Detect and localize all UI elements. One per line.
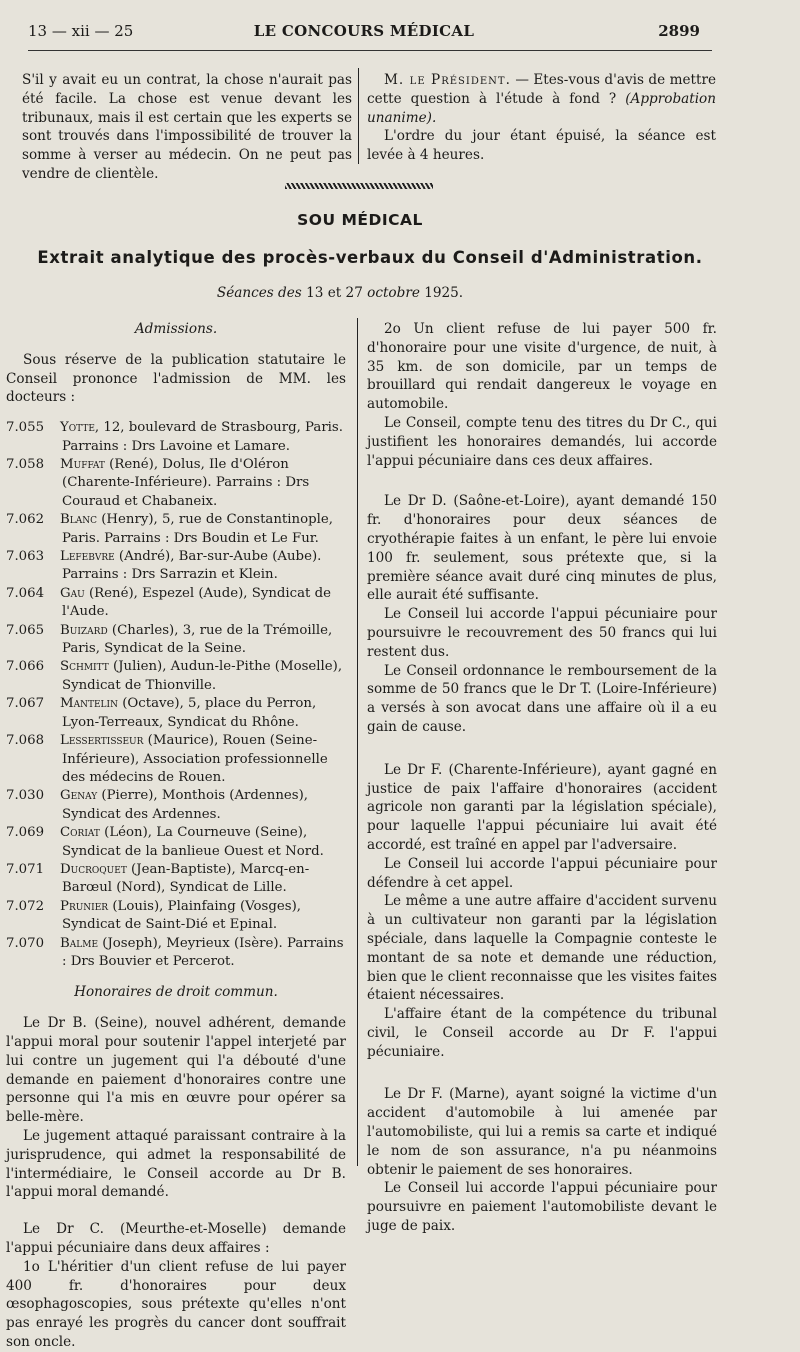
member-details: (Joseph), Meyrieux (Isère). Parrains : Drs Bouvier et Percerot. bbox=[62, 935, 344, 969]
member-entry bbox=[6, 585, 346, 622]
member-entry bbox=[6, 898, 346, 935]
case-paragraph: Le Conseil ordonnance le remboursement de la somme de 50 francs que le Dr T. (Loire-Inférieure) a versés à son avocat dans une affaire où il a eu gain de cause. bbox=[367, 662, 717, 735]
member-name: Mantelin bbox=[60, 696, 118, 712]
member-entry bbox=[6, 658, 346, 695]
member-number: 7.069 bbox=[6, 825, 45, 841]
member-name: Genay bbox=[60, 788, 98, 804]
member-details: (Léon), La Courneuve (Seine), Syndicat de la banlieue Ouest et Nord. bbox=[62, 825, 324, 859]
member-details: (Henry), 5, rue de Constantinople, Paris. Parrains : Drs Boudin et Le Fur. bbox=[62, 512, 333, 546]
member-details: (Charles), 3, rue de la Trémoille, Paris, Syndicat de la Seine. bbox=[62, 622, 333, 657]
right-column bbox=[367, 320, 717, 1236]
member-details: (Pierre), Monthois (Ardennes), Syndicat des Ardennes. bbox=[62, 788, 309, 822]
member-number: 7.064 bbox=[6, 585, 45, 601]
column-divider-top bbox=[358, 68, 359, 164]
member-entry bbox=[6, 622, 346, 659]
member-number: 7.066 bbox=[6, 659, 45, 675]
member-number: 7.065 bbox=[6, 622, 45, 638]
member-details: (Jean-Baptiste), Marcq-en-Barœul (Nord), Syndicat de Lille. bbox=[62, 861, 310, 896]
section-ornament bbox=[285, 183, 433, 189]
honoraires-heading: Honoraires de droit commun. bbox=[74, 984, 278, 1001]
member-details: (René), Dolus, Ile d'Oléron (Charente-Inférieure). Parrains : Drs Couraud et Chabaneix. bbox=[62, 457, 310, 509]
dates-month: octobre bbox=[367, 285, 420, 301]
member-name: Yotte bbox=[60, 420, 95, 436]
left-column bbox=[6, 318, 346, 1352]
member-details: (Octave), 5, place du Perron, Lyon-Terreaux, Syndicat du Rhône. bbox=[62, 696, 317, 730]
header-date: 13 — xii — 25 bbox=[28, 22, 134, 40]
member-details: (Maurice), Rouen (Seine-Inférieure), Association professionnelle des médecins de Rouen. bbox=[62, 733, 328, 785]
member-number: 7.058 bbox=[6, 457, 45, 472]
member-details: (André), Bar-sur-Aube (Aube). Parrains : Drs Sarrazin et Klein. bbox=[62, 549, 322, 583]
case-paragraph: Le Conseil lui accorde l'appui pécuniaire pour poursuivre en paiement l'automobiliste devant le juge de paix. bbox=[367, 1180, 717, 1235]
member-name: Blanc bbox=[60, 512, 98, 528]
running-header bbox=[28, 22, 700, 44]
member-number: 7.062 bbox=[6, 512, 45, 528]
member-entry bbox=[6, 548, 346, 585]
section-title: SOU MÉDICAL bbox=[297, 211, 423, 229]
member-details: (Louis), Plainfaing (Vosges), Syndicat de Saint-Dié et Epinal. bbox=[62, 898, 301, 933]
honoraires-paragraph: 1o L'héritier d'un client refuse de lui payer 400 fr. d'honoraires pour deux œsophagoscopies, sous prétexte qu'elles n'ont pas enrayé les progrès du cancer dont souffrait son oncle. bbox=[6, 1258, 346, 1350]
president-text: — Etes-vous d'avis de mettre cette question à l'étude à fond ? bbox=[367, 72, 716, 107]
dates-year: 1925. bbox=[419, 285, 464, 301]
member-name: Lefebvre bbox=[60, 549, 115, 565]
member-number: 7.070 bbox=[6, 935, 45, 951]
member-details: (René), Espezel (Aude), Syndicat de l'Aude. bbox=[62, 585, 332, 620]
member-entry bbox=[6, 787, 346, 824]
member-entry bbox=[6, 695, 346, 732]
member-number: 7.030 bbox=[6, 788, 45, 804]
honoraires-paragraph: Le jugement attaqué paraissant contraire à la jurisprudence, qui admet la responsabilité de l'intermédiaire, le Conseil accorde au Dr B. l'appui moral demandé. bbox=[6, 1127, 346, 1201]
case-paragraph: Le Conseil lui accorde l'appui pécuniaire pour défendre à cet appel. bbox=[367, 855, 717, 891]
admissions-list bbox=[6, 419, 346, 971]
session-dates bbox=[0, 285, 680, 301]
top-left-paragraph bbox=[22, 71, 352, 184]
member-name: Muffat bbox=[60, 457, 105, 472]
top-right-paragraphs bbox=[367, 71, 716, 165]
case-paragraph: Le Dr F. (Marne), ayant soigné la victime d'un accident d'automobile à lui amenée par l'automobiliste, qui lui a remis sa carte et indiqué le nom de son assurance, n'a pu néanmoins obtenir le paiement de ses honoraires. bbox=[367, 1086, 717, 1178]
case-paragraph: Le Dr D. (Saône-et-Loire), ayant demandé 150 fr. d'honoraires pour deux séances de cryothérapie faites à un enfant, le père lui envoie 100 fr. seulement, sous prétexte que, si la première séance avait duré cinq minutes de plus, elle aurait été suffisante. bbox=[367, 493, 717, 604]
dates-prefix: Séances des bbox=[216, 285, 302, 301]
header-page-number: 2899 bbox=[658, 22, 700, 40]
member-number: 7.063 bbox=[6, 549, 45, 565]
member-entry bbox=[6, 861, 346, 898]
member-number: 7.068 bbox=[6, 733, 45, 749]
honoraires-paragraph: Le Dr B. (Seine), nouvel adhérent, demande l'appui moral pour soutenir l'appel interjeté par lui contre un jugement qui l'a débouté d'une demande en paiement d'honoraires contre une personne qui l'a mis en œuvre pour opérer sa belle-mère. bbox=[6, 1015, 346, 1126]
member-name: Balme bbox=[60, 935, 99, 951]
member-details: , 12, boulevard de Strasbourg, Paris. Parrains : Drs Lavoine et Lamare. bbox=[62, 420, 343, 454]
closing-note: L'ordre du jour étant épuisé, la séance est levée à 4 heures. bbox=[367, 128, 716, 164]
member-entry bbox=[6, 935, 346, 972]
member-entry bbox=[6, 456, 346, 511]
member-name: Coriat bbox=[60, 825, 100, 841]
case-paragraph: L'affaire étant de la compétence du tribunal civil, le Conseil accorde au Dr F. l'appui pécuniaire. bbox=[367, 1006, 717, 1060]
member-details: (Julien), Audun-le-Pithe (Moselle), Syndicat de Thionville. bbox=[62, 659, 343, 693]
president-question bbox=[367, 71, 716, 127]
member-name: Schmitt bbox=[60, 659, 109, 675]
case-paragraph: Le Dr F. (Charente-Inférieure), ayant gagné en justice de paix l'affaire d'honoraires (accident agricole non garanti par la législation spéciale), pour laquelle l'appui pécuniaire lui avait été accordé, est traîné en appel par l'adversaire. bbox=[367, 761, 717, 853]
case-paragraph: Le Conseil lui accorde l'appui pécuniaire pour poursuivre le recouvrement des 50 francs qui lui restent dus. bbox=[367, 606, 717, 660]
dates-value: 13 et 27 bbox=[301, 285, 368, 301]
admissions-heading: Admissions. bbox=[134, 321, 218, 337]
header-journal-title: LE CONCOURS MÉDICAL bbox=[253, 22, 475, 40]
member-entry bbox=[6, 419, 346, 456]
case-paragraph: 2o Un client refuse de lui payer 500 fr. d'honoraire pour une visite d'urgence, de nuit, à 35 km. de son domicile, par un temps de brouillard qui rendait dangereux le voyage en automobile. bbox=[367, 321, 717, 413]
member-number: 7.071 bbox=[6, 861, 45, 877]
member-name: Prunier bbox=[60, 898, 109, 914]
member-number: 7.067 bbox=[6, 696, 45, 712]
member-name: Buizard bbox=[60, 622, 108, 638]
case-paragraph: Le Conseil, compte tenu des titres du Dr C., qui justifient les honoraires demandés, lui accorde l'appui pécuniaire dans ces deux affaires. bbox=[367, 414, 717, 469]
approbation-note: (Approbation unanime). bbox=[367, 90, 716, 126]
honoraires-paragraph: Le Dr C. (Meurthe-et-Moselle) demande l'appui pécuniaire dans deux affaires : bbox=[6, 1221, 346, 1256]
admissions-intro: Sous réserve de la publication statutaire le Conseil prononce l'admission de MM. les docteurs : bbox=[6, 351, 346, 406]
president-label: M. le Président. bbox=[384, 72, 511, 88]
member-entry bbox=[6, 511, 346, 548]
continued-text: S'il y avait eu un contrat, la chose n'aurait pas été facile. La chose est venue devant les tribunaux, mais il est certain que les experts se sont trouvés dans l'impossibilité de trouver la somme à verser au médecin. On ne peut pas vendre de clientèle. bbox=[22, 72, 352, 182]
member-number: 7.055 bbox=[6, 420, 45, 436]
header-rule bbox=[28, 50, 712, 51]
member-name: Gau bbox=[60, 585, 85, 601]
case-paragraph: Le même a une autre affaire d'accident survenu à un cultivateur non garanti par la législation spéciale, dans laquelle la Compagnie conteste le montant de sa note et demande une réduction, bien que le client reconnaisse que les visites faites étaient nécessaires. bbox=[367, 893, 717, 1004]
section-subtitle: Extrait analytique des procès-verbaux du Conseil d'Administration. bbox=[37, 248, 703, 267]
member-entry bbox=[6, 732, 346, 787]
column-divider-main bbox=[357, 318, 358, 1166]
member-entry bbox=[6, 824, 346, 861]
member-number: 7.072 bbox=[6, 898, 45, 914]
member-name: Lessertisseur bbox=[60, 733, 144, 749]
member-name: Ducroquet bbox=[60, 861, 127, 877]
